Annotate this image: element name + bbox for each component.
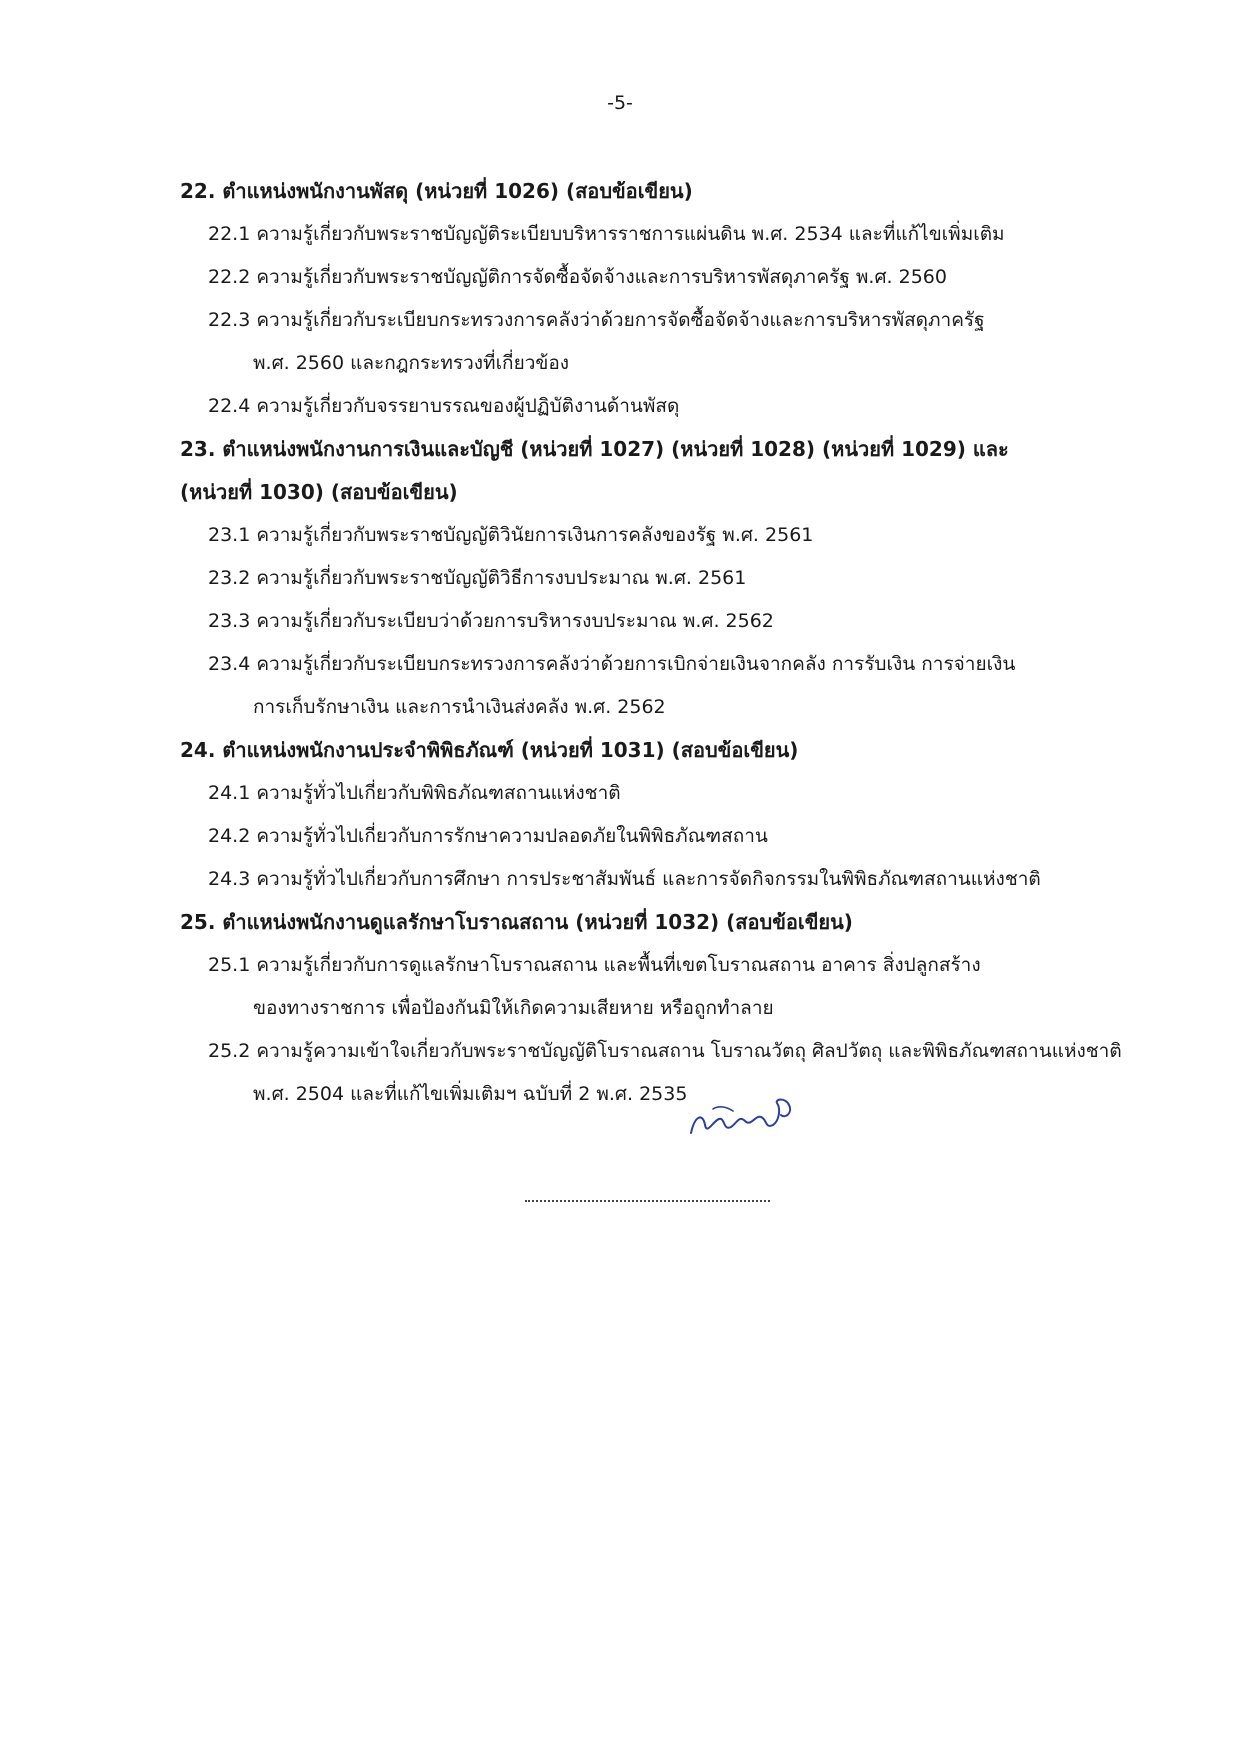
list-item: 22.1 ความรู้เกี่ยวกับพระราชบัญญัติระเบียบบริหารราชการแผ่นดิน พ.ศ. 2534 และที่แก้ไขเพิ่มเติม bbox=[208, 223, 1005, 245]
section-22 bbox=[180, 170, 1180, 428]
list-item: 23.3 ความรู้เกี่ยวกับระเบียบว่าด้วยการบริหารงบประมาณ พ.ศ. 2562 bbox=[208, 610, 774, 632]
list-item: 24.1 ความรู้ทั่วไปเกี่ยวกับพิพิธภัณฑสถานแห่งชาติ bbox=[208, 782, 621, 804]
list-item: 22.4 ความรู้เกี่ยวกับจรรยาบรรณของผู้ปฏิบัติงานด้านพัสดุ bbox=[208, 395, 680, 417]
section-title: 24. ตำแหน่งพนักงานประจำพิพิธภัณฑ์ (หน่วยที่ 1031) (สอบข้อเขียน) bbox=[180, 738, 799, 762]
page-number: -5- bbox=[607, 92, 633, 114]
section-25 bbox=[180, 901, 1180, 1116]
section-23 bbox=[180, 428, 1180, 729]
section-24 bbox=[180, 729, 1180, 901]
section-title: 22. ตำแหน่งพนักงานพัสดุ (หน่วยที่ 1026) (สอบข้อเขียน) bbox=[180, 179, 693, 203]
list-item: 22.3 ความรู้เกี่ยวกับระเบียบกระทรวงการคลังว่าด้วยการจัดซื้อจัดจ้างและการบริหารพัสดุภาครัฐ พ.ศ. 2560 และกฎกระทรวงที่เกี่ยวข้อง bbox=[208, 309, 985, 374]
section-title: 23. ตำแหน่งพนักงานการเงินและบัญชี (หน่วยที่ 1027) (หน่วยที่ 1028) (หน่วยที่ 1029) และ (หน่วยที่ 1030) (สอบข้อเขียน) bbox=[180, 437, 1009, 504]
section-title: 25. ตำแหน่งพนักงานดูแลรักษาโบราณสถาน (หน่วยที่ 1032) (สอบข้อเขียน) bbox=[180, 910, 853, 934]
list-item: 24.2 ความรู้ทั่วไปเกี่ยวกับการรักษาความปลอดภัยในพิพิธภัณฑสถาน bbox=[208, 825, 768, 847]
list-item: 23.4 ความรู้เกี่ยวกับระเบียบกระทรวงการคลังว่าด้วยการเบิกจ่ายเงินจากคลัง การรับเงิน การจ่ายเงิน การเก็บรักษาเงิน และการนำเงินส่งคลัง พ.ศ. 2562 bbox=[208, 653, 1016, 718]
list-item: 25.1 ความรู้เกี่ยวกับการดูแลรักษาโบราณสถาน และพื้นที่เขตโบราณสถาน อาคาร สิ่งปลูกสร้าง ของทางราชการ เพื่อป้องกันมิให้เกิดความเสียหาย หรือถูกทำลาย bbox=[208, 954, 981, 1019]
document-body bbox=[180, 170, 1180, 1116]
list-item: 24.3 ความรู้ทั่วไปเกี่ยวกับการศึกษา การประชาสัมพันธ์ และการจัดกิจกรรมในพิพิธภัณฑสถานแห่งชาติ bbox=[208, 868, 1041, 890]
list-item: 23.1 ความรู้เกี่ยวกับพระราชบัญญัติวินัยการเงินการคลังของรัฐ พ.ศ. 2561 bbox=[208, 524, 814, 546]
list-item: 25.2 ความรู้ความเข้าใจเกี่ยวกับพระราชบัญญัติโบราณสถาน โบราณวัตถุ ศิลปวัตถุ และพิพิธภัณฑสถานแห่งชาติ พ.ศ. 2504 และที่แก้ไขเพิ่มเติมฯ ฉบับที่ 2 พ.ศ. 2535 bbox=[208, 1040, 1122, 1105]
handwritten-signature bbox=[685, 1085, 805, 1145]
list-item: 22.2 ความรู้เกี่ยวกับพระราชบัญญัติการจัดซื้อจัดจ้างและการบริหารพัสดุภาครัฐ พ.ศ. 2560 bbox=[208, 266, 947, 288]
end-divider bbox=[525, 1200, 770, 1202]
list-item: 23.2 ความรู้เกี่ยวกับพระราชบัญญัติวิธีการงบประมาณ พ.ศ. 2561 bbox=[208, 567, 747, 589]
